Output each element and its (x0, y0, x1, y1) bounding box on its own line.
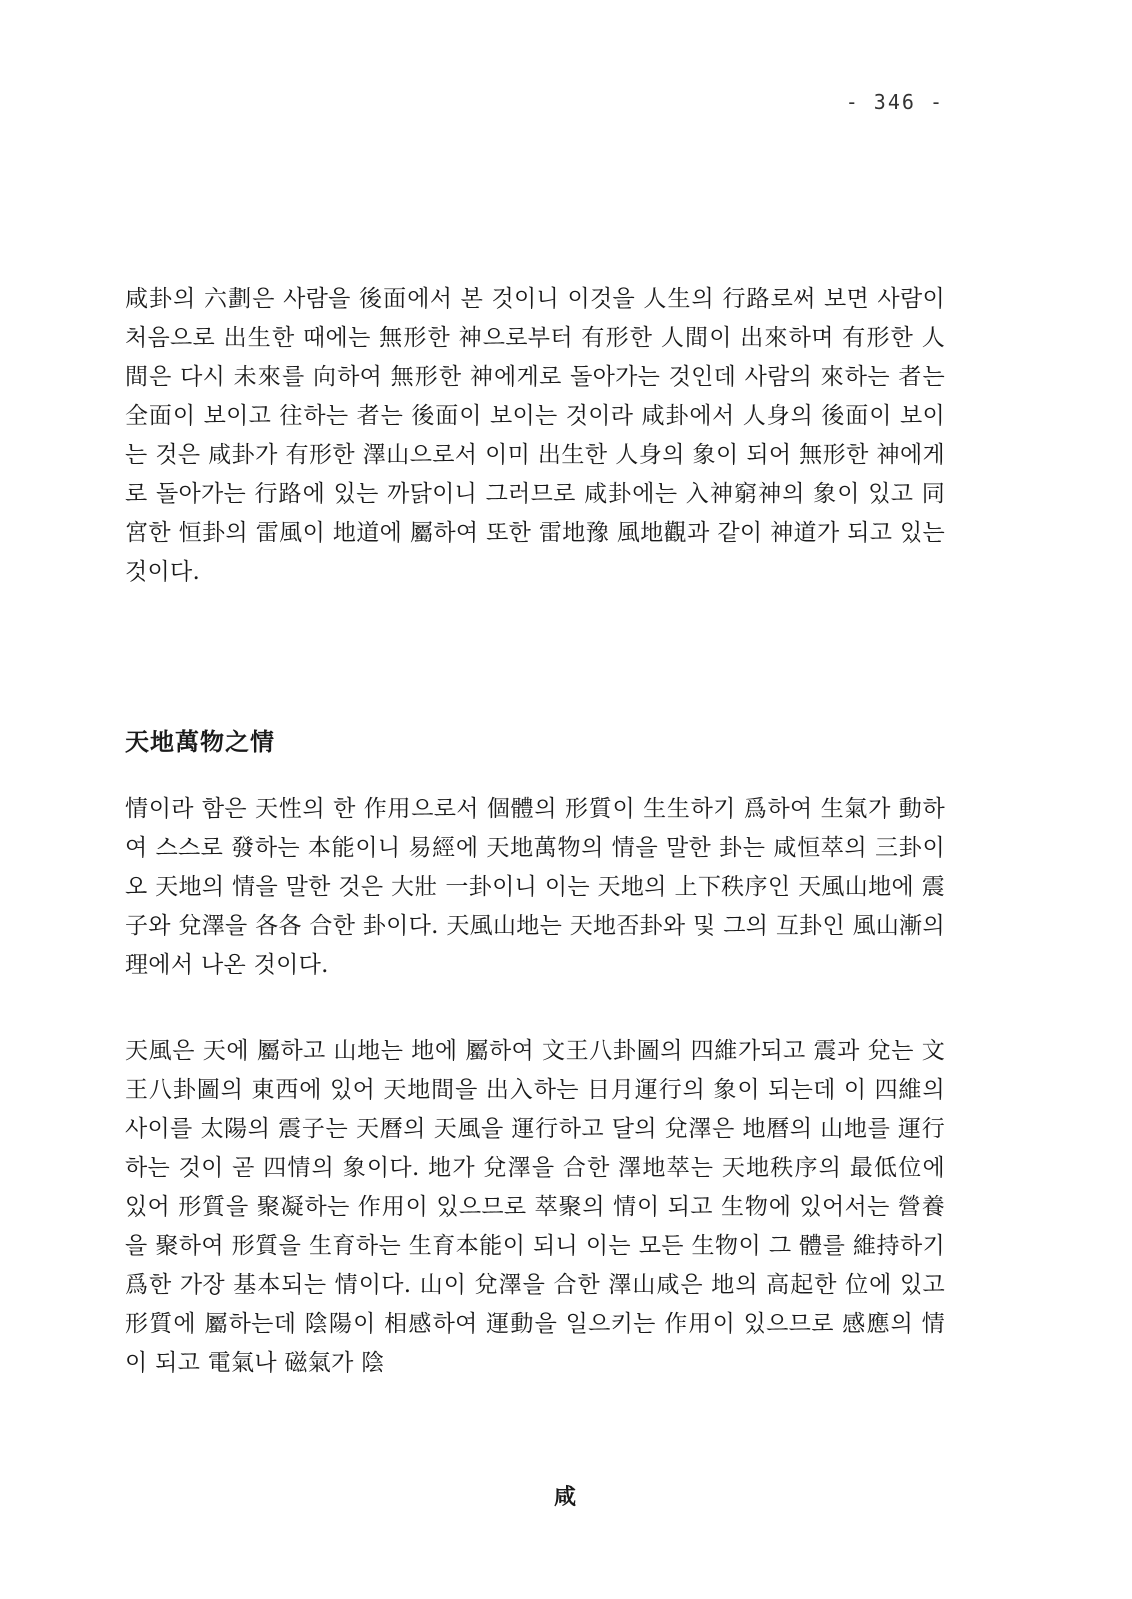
footer-chapter-mark: 咸 (553, 1484, 578, 1510)
section-heading: 天地萬物之情 (125, 727, 275, 756)
page-number: - 346 - (845, 90, 944, 114)
paragraph-definition-of-qing: 情이라 함은 天性의 한 作用으로서 個體의 形質이 生生하기 爲하여 生氣가 動하여 스스로 發하는 本能이니 易經에 天地萬物의 情을 말한 卦는 咸恒萃의 三卦이오 天地의 情을 말한 것은 大壯 一卦이니 이는 天地의 上下秩序인 天風山地에 震子와 兌澤을 各各 合한 卦이다. 天風山地는 天地否卦와 및 그의 互卦인 風山漸의 理에서 나온 것이다. (125, 796, 945, 978)
paragraph-xian-gua-six-lines: 咸卦의 六劃은 사람을 後面에서 본 것이니 이것을 人生의 行路로써 보면 사람이 처음으로 出生한 때에는 無形한 神으로부터 有形한 人間이 出來하며 有形한 人間은 다시 未來를 向하여 無形한 神에게로 돌아가는 것인데 사람의 來하는 者는 全面이 보이고 往하는 者는 後面이 보이는 것이라 咸卦에서 人身의 後面이 보이는 것은 咸卦가 有形한 澤山으로서 이미 出生한 人身의 象이 되어 無形한 神에게로 돌아가는 行路에 있는 까닭이니 그러므로 咸卦에는 入神窮神의 象이 있고 同宮한 恒卦의 雷風이 地道에 屬하여 또한 雷地豫 風地觀과 같이 神道가 되고 있는 것이다. (125, 286, 945, 585)
paragraph-four-qing-symbols: 天風은 天에 屬하고 山地는 地에 屬하여 文王八卦圖의 四維가되고 震과 兌는 文王八卦圖의 東西에 있어 天地間을 出入하는 日月運行의 象이 되는데 이 四維의 사이를 太陽의 震子는 天曆의 天風을 運行하고 달의 兌澤은 地曆의 山地를 運行하는 것이 곧 四情의 象이다. 地가 兌澤을 合한 澤地萃는 天地秩序의 最低位에 있어 形質을 聚凝하는 作用이 있으므로 萃聚의 情이 되고 生物에 있어서는 營養을 聚하여 形質을 生育하는 生育本能이 되니 이는 모든 生物이 그 體를 維持하기 爲한 가장 基本되는 情이다. 山이 兌澤을 合한 澤山咸은 地의 高起한 位에 있고 形質에 屬하는데 陰陽이 相感하여 運動을 일으키는 作用이 있으므로 感應의 情이 되고 電氣나 磁氣가 陰 (125, 1038, 945, 1376)
